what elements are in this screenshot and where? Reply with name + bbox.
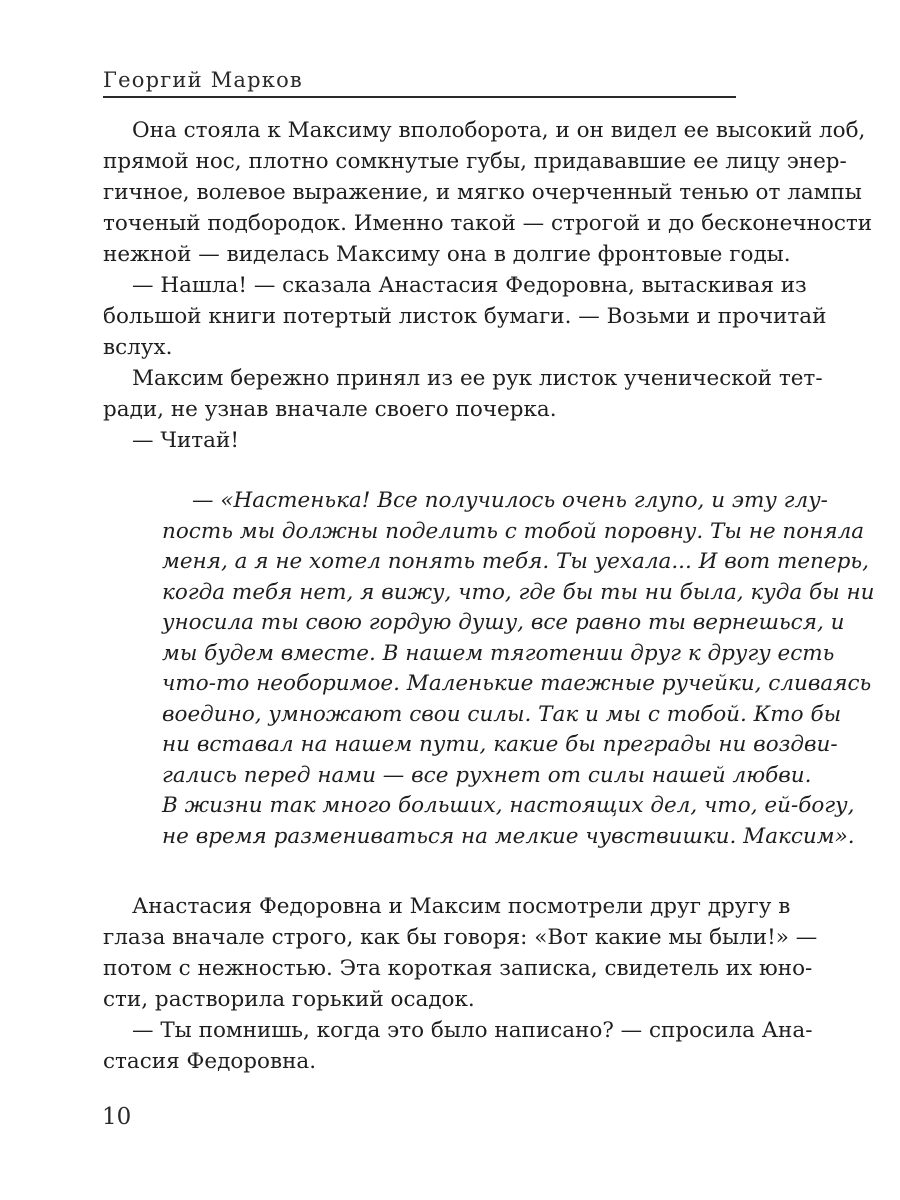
text-line: — Нашла! — сказала Анастасия Федоровна, вытаскивая из xyxy=(132,273,807,298)
letter-line: когда тебя нет, я вижу, что, где бы ты ни была, куда бы ни xyxy=(162,579,875,605)
text-line: ради, не узнав вначале своего почерка. xyxy=(103,397,557,422)
text-line: вслух. xyxy=(103,335,173,360)
text-line: — Читай! xyxy=(132,428,239,453)
letter-line: гались перед нами — все рухнет от силы нашей любви. xyxy=(162,762,812,788)
letter-line: пость мы должны поделить с тобой поровну. Ты не поняла xyxy=(162,518,865,544)
letter-line: воедино, умножают свои силы. Так и мы с тобой. Кто бы xyxy=(162,701,842,727)
text-line: прямой нос, плотно сомкнутые губы, придававшие ее лицу энер- xyxy=(103,149,847,174)
text-line: Она стояла к Максиму вполоборота, и он видел ее высокий лоб, xyxy=(132,118,866,143)
text-line: глаза вначале строго, как бы говоря: «Вот какие мы были!» — xyxy=(103,925,818,950)
text-line: сти, растворила горький осадок. xyxy=(103,987,475,1012)
running-header-author: Георгий Марков xyxy=(103,68,303,92)
text-line: большой книги потертый листок бумаги. — Возьми и прочитай xyxy=(103,304,827,329)
body-text-bottom xyxy=(103,891,818,1077)
letter-line: меня, а я не хотел понять тебя. Ты уехала... И вот теперь, xyxy=(162,549,869,574)
letter-line: — «Настенька! Все получилось очень глупо, и эту глу- xyxy=(192,488,828,513)
text-line: нежной — виделась Максиму она в долгие фронтовые годы. xyxy=(103,242,791,267)
letter-line: мы будем вместе. В нашем тяготении друг к другу есть xyxy=(162,640,835,666)
letter-line: что-то необоримое. Маленькие таежные ручейки, сливаясь xyxy=(162,671,872,696)
text-line: стасия Федоровна. xyxy=(103,1049,317,1074)
text-line: потом с нежностью. Эта короткая записка, свидетель их юно- xyxy=(103,956,813,981)
text-line: — Ты помнишь, когда это было написано? — спросила Ана- xyxy=(132,1018,813,1043)
body-text-top xyxy=(103,115,873,456)
letter-line: В жизни так много больших, настоящих дел, что, ей-богу, xyxy=(162,793,855,818)
text-line: гичное, волевое выражение, и мягко очерченный тенью от лампы xyxy=(103,180,862,205)
page-number: 10 xyxy=(102,1104,132,1130)
letter-line: не время размениваться на мелкие чувствишки. Максим». xyxy=(162,823,855,849)
letter-line: ни вставал на нашем пути, какие бы преграды ни воздви- xyxy=(162,732,838,757)
running-header xyxy=(103,66,736,98)
text-line: Максим бережно принял из ее рук листок ученической тет- xyxy=(132,366,823,391)
text-line: точеный подбородок. Именно такой — строгой и до бесконечности xyxy=(103,211,873,236)
letter-line: уносила ты свою гордую душу, все равно ты вернешься, и xyxy=(162,610,845,635)
letter-quote xyxy=(162,486,875,852)
text-line: Анастасия Федоровна и Максим посмотрели друг другу в xyxy=(132,894,791,919)
